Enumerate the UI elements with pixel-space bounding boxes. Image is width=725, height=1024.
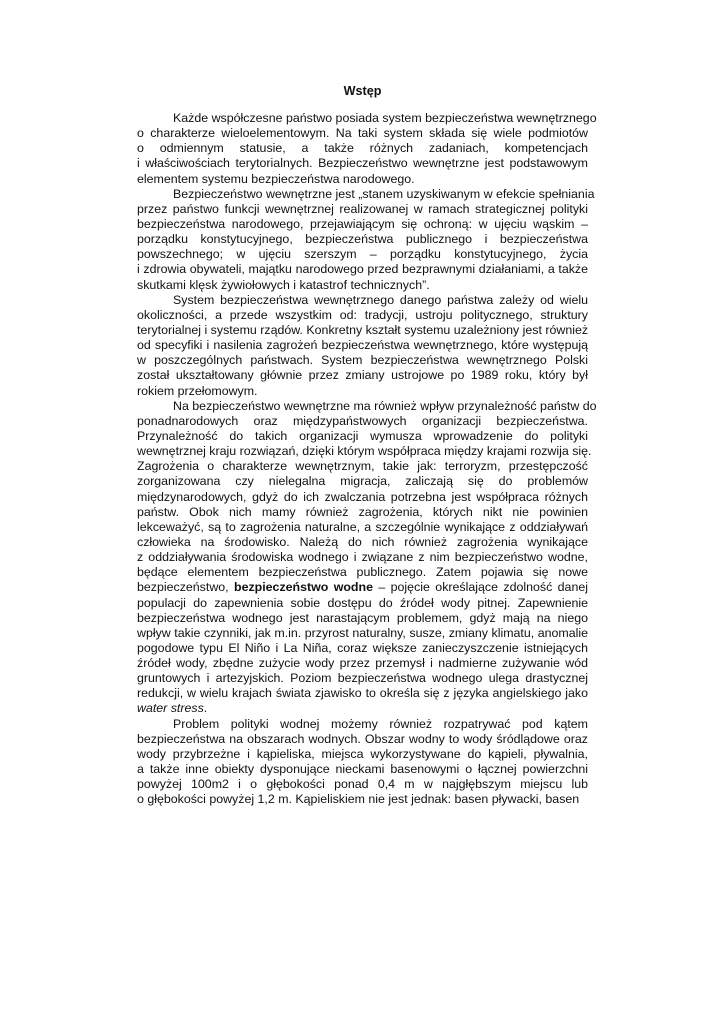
text-line: populacji do zapewnienia sobie dostępu do źródeł wody pitnej. Zapewnienie	[137, 595, 588, 610]
text-line: lekceważyć, są to zagrożenia naturalne, a szczególnie wynikające z oddziaływań	[137, 519, 588, 534]
text-line: o głębokości powyżej 1,2 m. Kąpieliskiem nie jest jednak: basen pływacki, basen	[137, 792, 580, 807]
paragraph	[137, 186, 595, 293]
text-line: wody przybrzeżne i kąpieliska, miejsca wykorzystywane do kąpieli, pływalnia,	[137, 746, 588, 761]
text-line: pogodowe typu El Niño i La Niña, coraz większe zanieczyszczenie istniejących	[137, 640, 588, 655]
text-line: bezpieczeństwa narodowego, przejawiającym się ochroną: w ujęciu wąskim –	[137, 216, 588, 231]
text-line: i właściwościach terytorialnych. Bezpieczeństwo wewnętrzne jest podstawowym	[137, 156, 588, 171]
document-body	[137, 111, 597, 807]
text-line: wpływ takie czynniki, jak m.in. przyrost naturalny, susze, zmiany klimatu, anomalie	[137, 625, 588, 640]
text-line: a także inne obiekty dysponujące nieckami basenowymi o łącznej powierzchni	[137, 762, 588, 777]
text-line: i zdrowia obywateli, majątku narodowego przed bezprawnymi działaniami, a także	[137, 262, 588, 277]
text-line: water stress.	[137, 701, 208, 716]
text-line: System bezpieczeństwa wewnętrznego danego państwa zależy od wielu	[173, 292, 588, 307]
text-line: Na bezpieczeństwo wewnętrzne ma również wpływ przynależność państw do	[173, 398, 597, 413]
text-line: z oddziaływania środowiska wodnego i związane z nim bezpieczeństwo wodne,	[137, 550, 588, 565]
paragraph	[137, 717, 588, 808]
text-line: bezpieczeństwa wodnego jest narastającym problemem, gdyż mają na niego	[137, 610, 588, 625]
text-line: elementem systemu bezpieczeństwa narodowego.	[137, 171, 415, 186]
document-title: Wstęp	[343, 84, 382, 98]
text-line: przez państwo funkcji wewnętrznej realizowanej w ramach strategicznej polityki	[137, 201, 588, 216]
paragraph	[137, 398, 597, 717]
italic-term: water stress	[137, 701, 204, 716]
text-line: bezpieczeństwa na obszarach wodnych. Obszar wodny to wody śródlądowe oraz	[137, 731, 588, 746]
text-line: gruntowych i artezyjskich. Poziom bezpieczeństwa wodnego ulega drastycznej	[137, 671, 588, 686]
text-line: Przynależność do takich organizacji wymusza wprowadzenie do polityki	[137, 428, 588, 443]
text-line: od specyfiki i nasilenia zagrożeń bezpieczeństwa wewnętrznego, które występują	[137, 338, 588, 353]
text-line: państw. Obok nich mamy również zagrożenia, których nikt nie powinien	[137, 504, 588, 519]
text-line: Zagrożenia o charakterze wewnętrznym, takie jak: terroryzm, przestępczość	[137, 459, 588, 474]
text-line: źródeł wody, zbędne zużycie wody przez przemysł i nadmierne zużywanie wód	[137, 656, 588, 671]
text-line: porządku konstytucyjnego, bezpieczeństwa publicznego i bezpieczeństwa	[137, 232, 588, 247]
text-line: człowieka na środowisko. Należą do nich również zagrożenia wynikające	[137, 534, 588, 549]
text-line: Bezpieczeństwo wewnętrzne jest „stanem uzyskiwanym w efekcie spełniania	[173, 186, 595, 201]
text-line: został ukształtowany głównie przez zmiany ustrojowe po 1989 roku, który był	[137, 368, 588, 383]
text-line: terytorialnej i systemu rządów. Konkretny kształt systemu uzależniony jest również	[137, 322, 589, 337]
text-line: o odmiennym statusie, a także różnych zadaniach, kompetencjach	[137, 141, 588, 156]
text-line: Każde współczesne państwo posiada system bezpieczeństwa wewnętrznego	[173, 111, 597, 125]
text-line: Problem polityki wodnej możemy również rozpatrywać pod kątem	[173, 716, 588, 731]
text-line: o charakterze wieloelementowym. Na taki system składa się wiele podmiotów	[137, 126, 588, 141]
text-line: skutkami klęsk żywiołowych i katastrof technicznych”.	[137, 277, 430, 292]
text-line: będące elementem bezpieczeństwa publicznego. Zatem pojawia się nowe	[137, 565, 588, 580]
text-line: bezpieczeństwo, bezpieczeństwo wodne – pojęcie określające zdolność danej	[137, 580, 588, 595]
text-line: wewnętrznej kraju rozwiązań, dzięki którym współpraca między krajami rozwija się.	[137, 444, 592, 459]
paragraph	[137, 111, 597, 187]
text-line: zorganizowana czy nielegalna migracja, zaliczają się do problemów	[137, 474, 588, 489]
text-line: redukcji, w wielu krajach świata zjawisko to określa się z języka angielskiego jako	[137, 686, 588, 701]
text-line: rokiem przełomowym.	[137, 383, 258, 398]
text-line: okoliczności, a przede wszystkim od: tradycji, ustroju politycznego, struktury	[137, 307, 588, 322]
text-line: międzynarodowych, gdyż do ich zwalczania potrzebna jest współpraca różnych	[137, 489, 588, 504]
text-line: w poszczególnych państwach. System bezpieczeństwa wewnętrznego Polski	[137, 353, 588, 368]
text-line: powszechnego; w ujęciu szerszym – porządku konstytucyjnego, życia	[137, 247, 588, 262]
paragraph	[137, 293, 588, 399]
text-line: ponadnarodowych oraz międzypaństwowych organizacji bezpieczeństwa.	[137, 413, 588, 428]
text-line: powyżej 100m2 i o głębokości ponad 0,4 m w najgłębszym miejscu lub	[137, 777, 588, 792]
bold-term: bezpieczeństwo wodne	[234, 580, 373, 595]
